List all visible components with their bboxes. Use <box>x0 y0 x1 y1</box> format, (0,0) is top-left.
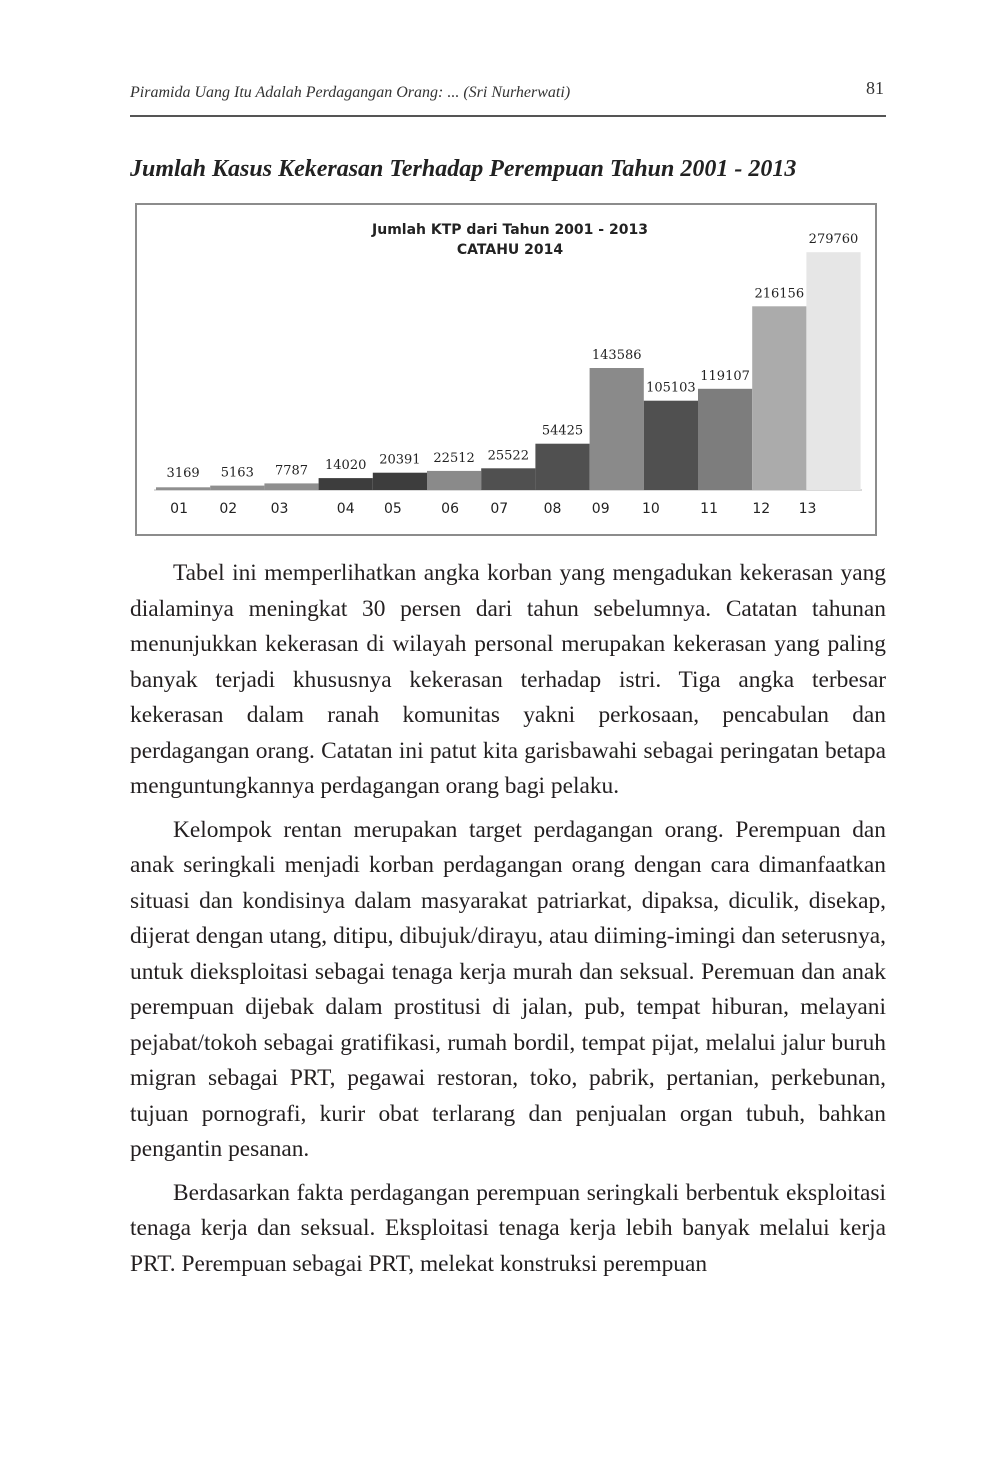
value-label-06: 22512 <box>433 450 475 466</box>
bar-13 <box>806 252 860 490</box>
bar-12 <box>752 306 806 490</box>
value-label-10: 105103 <box>646 380 696 396</box>
body-text <box>130 556 886 1290</box>
page-number: 81 <box>866 78 884 98</box>
tick-label-03: 03 <box>270 501 289 517</box>
tick-label-05: 05 <box>383 501 402 517</box>
value-label-01: 3169 <box>166 466 200 481</box>
tick-label-08: 08 <box>543 501 562 517</box>
chart-subtitle: CATAHU 2014 <box>456 242 564 258</box>
value-label-13: 279760 <box>808 232 859 248</box>
bar-11 <box>698 389 752 490</box>
tick-labels-group <box>170 501 816 517</box>
paragraph-1: Tabel ini memperlihatkan angka korban yang mengadukan kekerasan yang dialaminya meningkat 30 persen dari tahun sebelumnya. Catatan tahunan menunjukkan kekerasan di wilayah personal merupakan kekerasan yang paling banyak terjadi khususnya kekerasan terhadap istri. Tiga angka terbesar kekerasan dalam ranah komunitas yakni perkosaan, pencabulan dan perdagangan orang. Catatan ini patut kita garisbawahi sebagai peringatan betapa menguntungkannya perdagangan orang bagi pelaku. <box>130 560 886 799</box>
value-label-04: 14020 <box>325 458 367 474</box>
value-label-03: 7787 <box>274 463 309 479</box>
tick-label-12: 12 <box>752 501 771 517</box>
chart-frame <box>135 203 877 536</box>
tick-label-06: 06 <box>441 501 460 517</box>
value-label-08: 54425 <box>541 423 584 439</box>
bar-01 <box>156 487 210 490</box>
chart-title: Jumlah KTP dari Tahun 2001 - 2013 <box>372 222 648 238</box>
tick-label-07: 07 <box>490 501 509 517</box>
value-label-11: 119107 <box>700 368 750 384</box>
bar-chart <box>137 205 875 534</box>
bar-08 <box>535 444 589 490</box>
bar-07 <box>481 468 535 490</box>
paragraph-2: Kelompok rentan merupakan target perdagangan orang. Perempuan dan anak seringkali menjadi korban perdagangan orang dengan cara dimanfaatkan situasi dan kondisinya dalam masyarakat patriarkat, dipaksa, diculik, disekap, dijerat dengan utang, ditipu, dibujuk/dirayu, atau diiming-imingi dan seterusnya, untuk dieksploitasi sebagai tenaga kerja murah dan seksual. Peremuan dan anak perempuan dijebak dalam prostitusi di jalan, pub, tempat hiburan, melayani pejabat/tokoh sebagai gratifikasi, rumah bordil, tempat pijat, melalui jalur buruh migran sebagai PRT, pegawai restoran, toko, pabrik, pertanian, perkebunan, tujuan pornografi, kurir obat terlarang dan penjualan organ tubuh, bahkan pengantin pesanan. <box>130 816 886 1162</box>
section-title: Jumlah Kasus Kekerasan Terhadap Perempuan Tahun 2001 - 2013 <box>130 156 797 182</box>
paragraph-3: Berdasarkan fakta perdagangan perempuan seringkali berbentuk eksploitasi tenaga kerja dan seksual. Eksploitasi tenaga kerja lebih banyak melalui kerja PRT. Perempuan sebagai PRT, melekat konstruksi perempuan <box>130 1179 886 1277</box>
running-header <box>130 78 886 108</box>
bar-04 <box>319 478 373 490</box>
tick-label-13: 13 <box>798 501 817 517</box>
bar-05 <box>373 473 427 490</box>
tick-label-01: 01 <box>170 501 189 517</box>
tick-label-02: 02 <box>219 501 238 517</box>
value-label-05: 20391 <box>379 452 421 468</box>
bar-02 <box>210 486 264 490</box>
value-label-12: 216156 <box>754 286 805 302</box>
header-rule <box>130 115 886 117</box>
bar-10 <box>644 401 698 490</box>
tick-label-09: 09 <box>591 501 610 517</box>
running-title: Piramida Uang Itu Adalah Perdagangan Orang: ... (Sri Nurherwati) <box>130 84 571 101</box>
value-label-09: 143586 <box>591 348 642 363</box>
tick-label-10: 10 <box>641 501 660 517</box>
bar-09 <box>590 368 644 490</box>
value-label-02: 5163 <box>220 465 254 481</box>
value-label-07: 25522 <box>487 448 529 464</box>
tick-label-04: 04 <box>336 501 355 517</box>
bar-06 <box>427 471 481 490</box>
tick-label-11: 11 <box>700 501 719 517</box>
bar-03 <box>264 483 318 490</box>
